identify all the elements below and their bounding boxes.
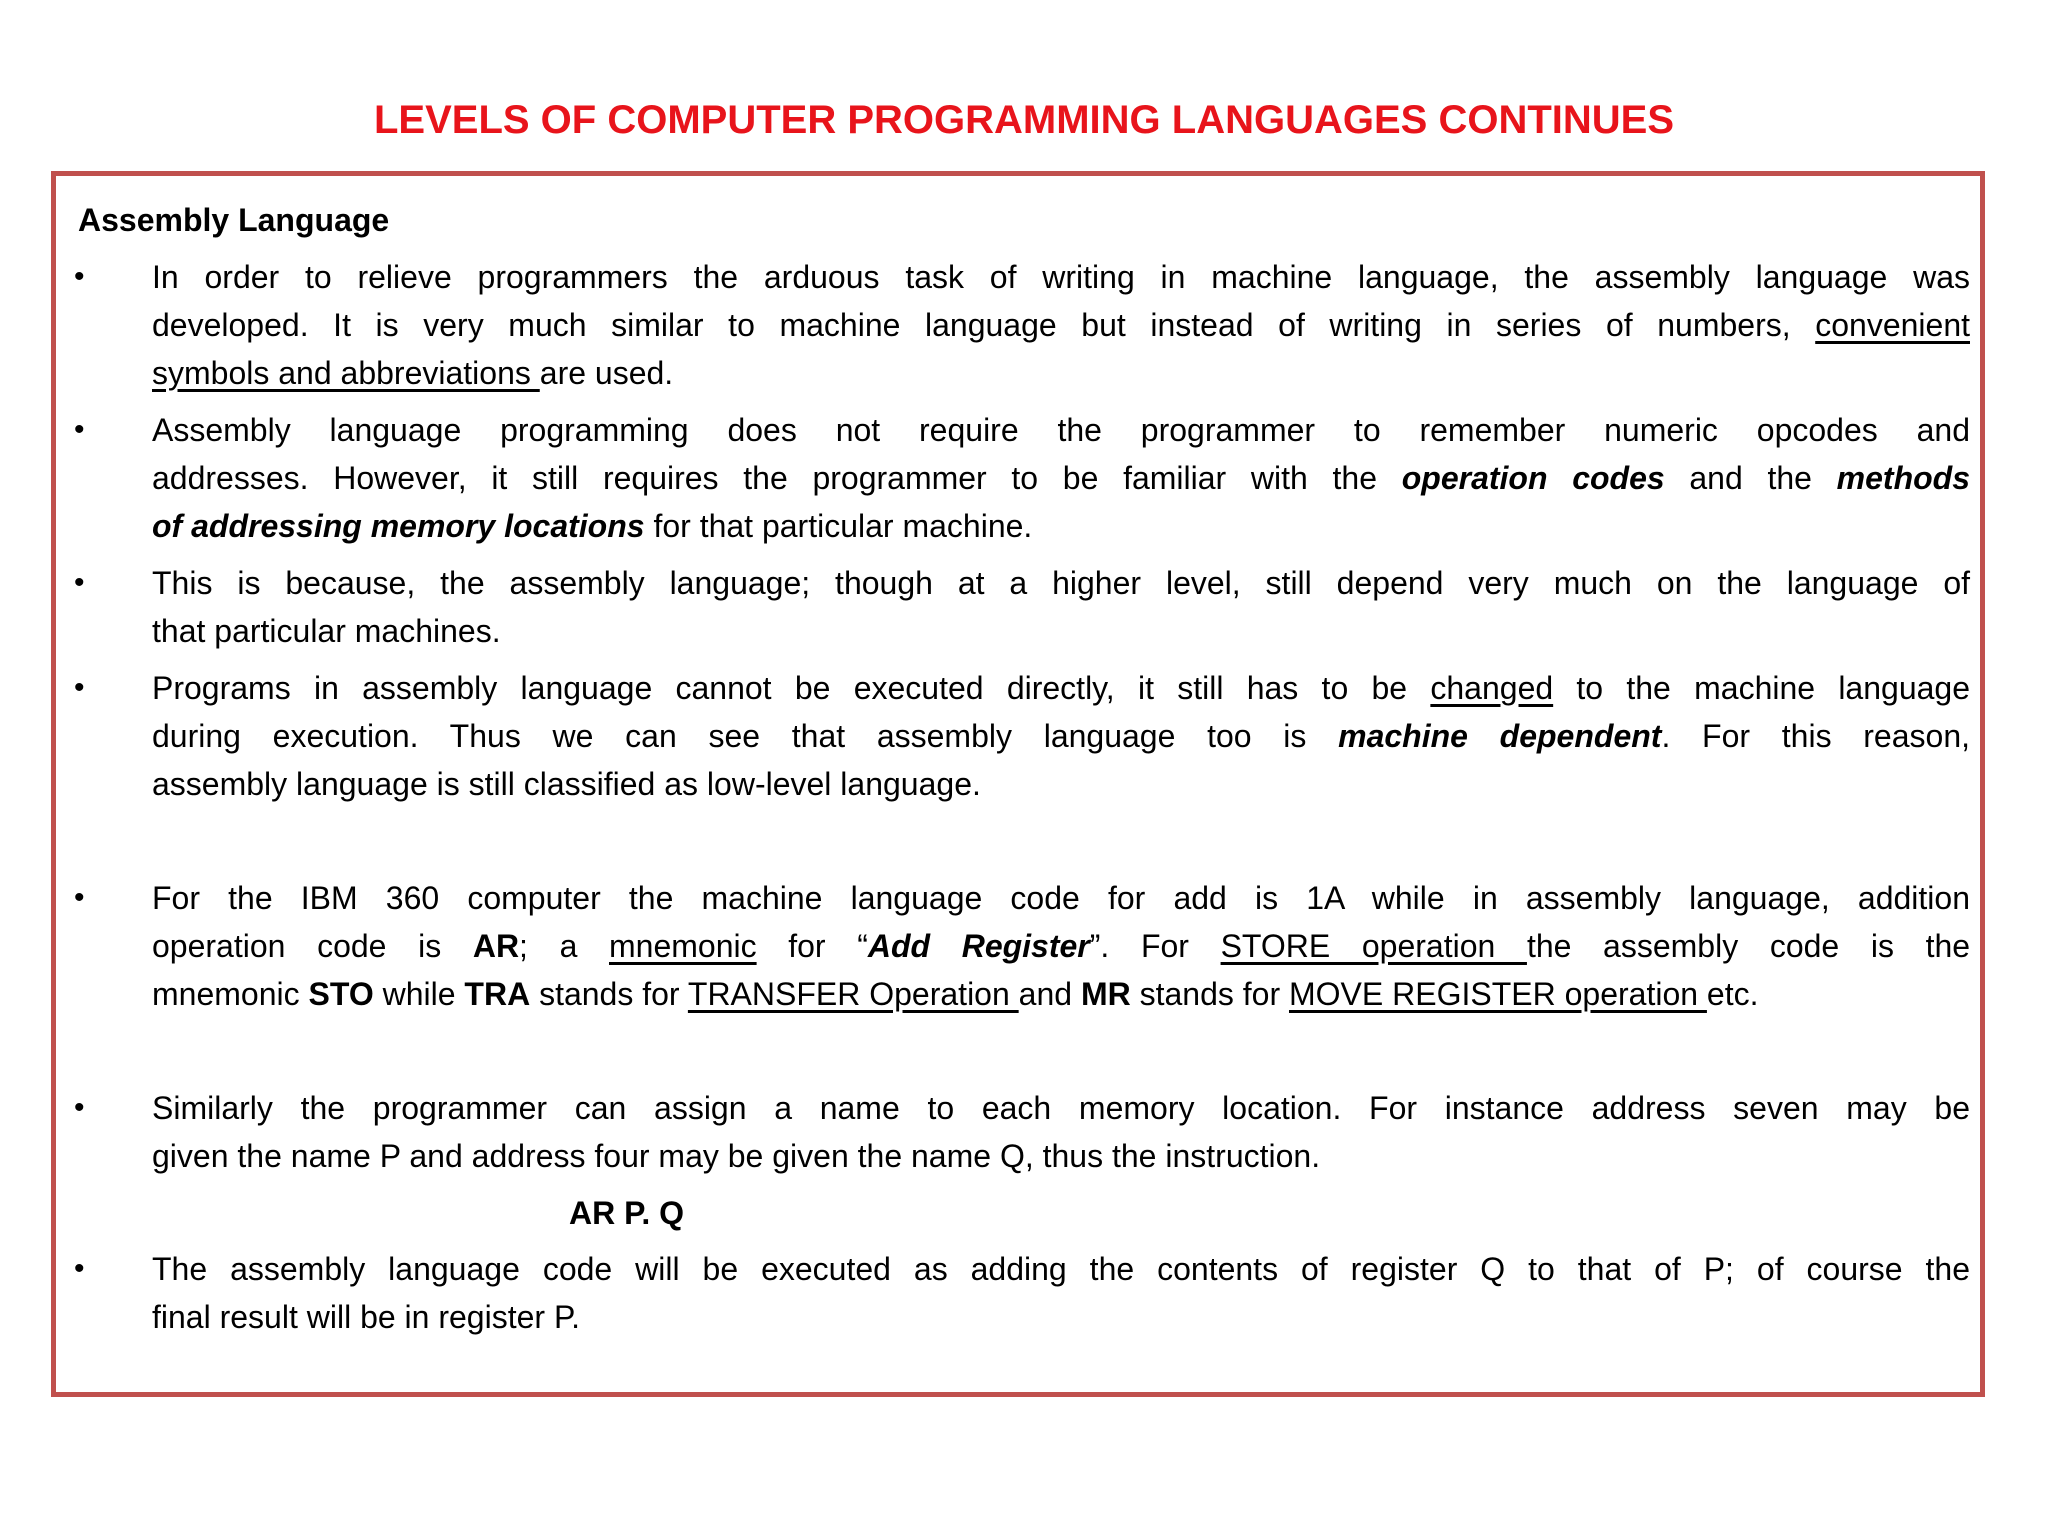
text-run: during execution. Thus we can see that assembly language too is xyxy=(152,718,1339,754)
text-run: This is because, the assembly language; though at a higher level, still depend very much on the language of xyxy=(152,565,1970,601)
bullet-text-3 xyxy=(152,559,1970,655)
underlined-term: MOVE REGISTER operation xyxy=(1289,976,1707,1012)
text-run: ; a xyxy=(519,928,609,964)
text-run: . For this reason, xyxy=(1661,718,1971,754)
text-run: stands for xyxy=(1130,976,1289,1012)
bullet-text-7 xyxy=(152,1245,1970,1341)
text-line xyxy=(152,664,1970,712)
text-run: Similarly the programmer can assign a name to each memory location. For instance address seven may be xyxy=(152,1090,1970,1126)
bullet-icon: • xyxy=(74,1091,85,1124)
underlined-term: STORE operation xyxy=(1220,928,1527,964)
text-line xyxy=(152,454,1970,502)
text-run: The assembly language code will be executed as adding the contents of register Q to that of P; of course the xyxy=(152,1251,1970,1287)
text-run: stands for xyxy=(530,976,688,1012)
slide-title: LEVELS OF COMPUTER PROGRAMMING LANGUAGES CONTINUES xyxy=(373,98,1675,142)
bold-term: AR xyxy=(472,928,520,964)
text-line xyxy=(152,1132,1970,1180)
text-line xyxy=(152,559,1970,607)
text-run: operation code is xyxy=(152,928,473,964)
text-line xyxy=(152,349,1970,397)
text-run: for “ xyxy=(756,928,868,964)
text-run: assembly language is still classified as low-level language. xyxy=(152,766,981,802)
text-line xyxy=(152,502,1970,550)
bullet-icon: • xyxy=(74,671,85,704)
text-line xyxy=(152,1084,1970,1132)
bold-term: MR xyxy=(1080,976,1131,1012)
bullet-text-2 xyxy=(152,406,1970,550)
underlined-term: TRANSFER Operation xyxy=(687,976,1019,1012)
text-run: developed. It is very much similar to machine language but instead of writing in series of numbers, xyxy=(152,307,1816,343)
bullet-text-4 xyxy=(152,664,1970,808)
text-run: are used. xyxy=(539,355,674,391)
text-run: ”. For xyxy=(1089,928,1221,964)
text-line xyxy=(152,607,1970,655)
instruction-example: AR P. Q xyxy=(569,1195,684,1231)
emphasized-term: Add Register xyxy=(867,928,1090,964)
emphasized-term: methods xyxy=(1836,460,1971,496)
bullet-icon: • xyxy=(74,1252,85,1285)
underlined-term: symbols and abbreviations xyxy=(152,355,540,391)
underlined-term: mnemonic xyxy=(609,928,757,964)
emphasized-term: machine dependent xyxy=(1338,718,1662,754)
text-run: to the machine language xyxy=(1553,670,1971,706)
text-line xyxy=(152,712,1970,760)
emphasized-term: of addressing memory locations xyxy=(152,508,645,544)
text-run: given the name P and address four may be given the name Q, thus the instruction. xyxy=(152,1138,1321,1174)
text-line xyxy=(152,760,1970,808)
text-line xyxy=(152,922,1970,970)
text-run: that particular machines. xyxy=(152,613,501,649)
text-run: Programs in assembly language cannot be executed directly, it still has to be xyxy=(152,670,1431,706)
bold-term: STO xyxy=(308,976,374,1012)
text-run: and the xyxy=(1664,460,1837,496)
text-line xyxy=(152,406,1970,454)
text-run: final result will be in register P. xyxy=(152,1299,581,1335)
bullet-text-5 xyxy=(152,874,1970,1018)
text-line xyxy=(152,874,1970,922)
underlined-term: convenient xyxy=(1815,307,1970,343)
text-run: Assembly language programming does not require the programmer to remember numeric opcodes and xyxy=(152,412,1970,448)
section-heading: Assembly Language xyxy=(78,202,390,238)
text-run: etc. xyxy=(1706,976,1759,1012)
text-line xyxy=(152,253,1970,301)
content-box xyxy=(51,171,1985,1397)
emphasized-term: operation codes xyxy=(1401,460,1665,496)
text-run: the assembly code is the xyxy=(1526,928,1971,964)
text-run: while xyxy=(373,976,465,1012)
bullet-icon: • xyxy=(74,260,85,293)
text-line xyxy=(152,301,1970,349)
text-run: For the IBM 360 computer the machine language code for add is 1A while in assembly language, addition xyxy=(152,880,1970,916)
bullet-text-1 xyxy=(152,253,1970,397)
text-line xyxy=(152,1245,1970,1293)
bullet-icon: • xyxy=(74,566,85,599)
text-run: mnemonic xyxy=(152,976,309,1012)
bullet-text-6 xyxy=(152,1084,1970,1180)
text-run: In order to relieve programmers the arduous task of writing in machine language, the assembly language was xyxy=(152,259,1970,295)
bullet-icon: • xyxy=(74,413,85,446)
text-run: for that particular machine. xyxy=(644,508,1033,544)
underlined-term: changed xyxy=(1430,670,1554,706)
bold-term: TRA xyxy=(464,976,531,1012)
bullet-icon: • xyxy=(74,881,85,914)
text-line xyxy=(152,970,1970,1018)
text-run: addresses. However, it still requires the programmer to be familiar with the xyxy=(152,460,1402,496)
text-line xyxy=(152,1293,1970,1341)
text-run: and xyxy=(1018,976,1081,1012)
